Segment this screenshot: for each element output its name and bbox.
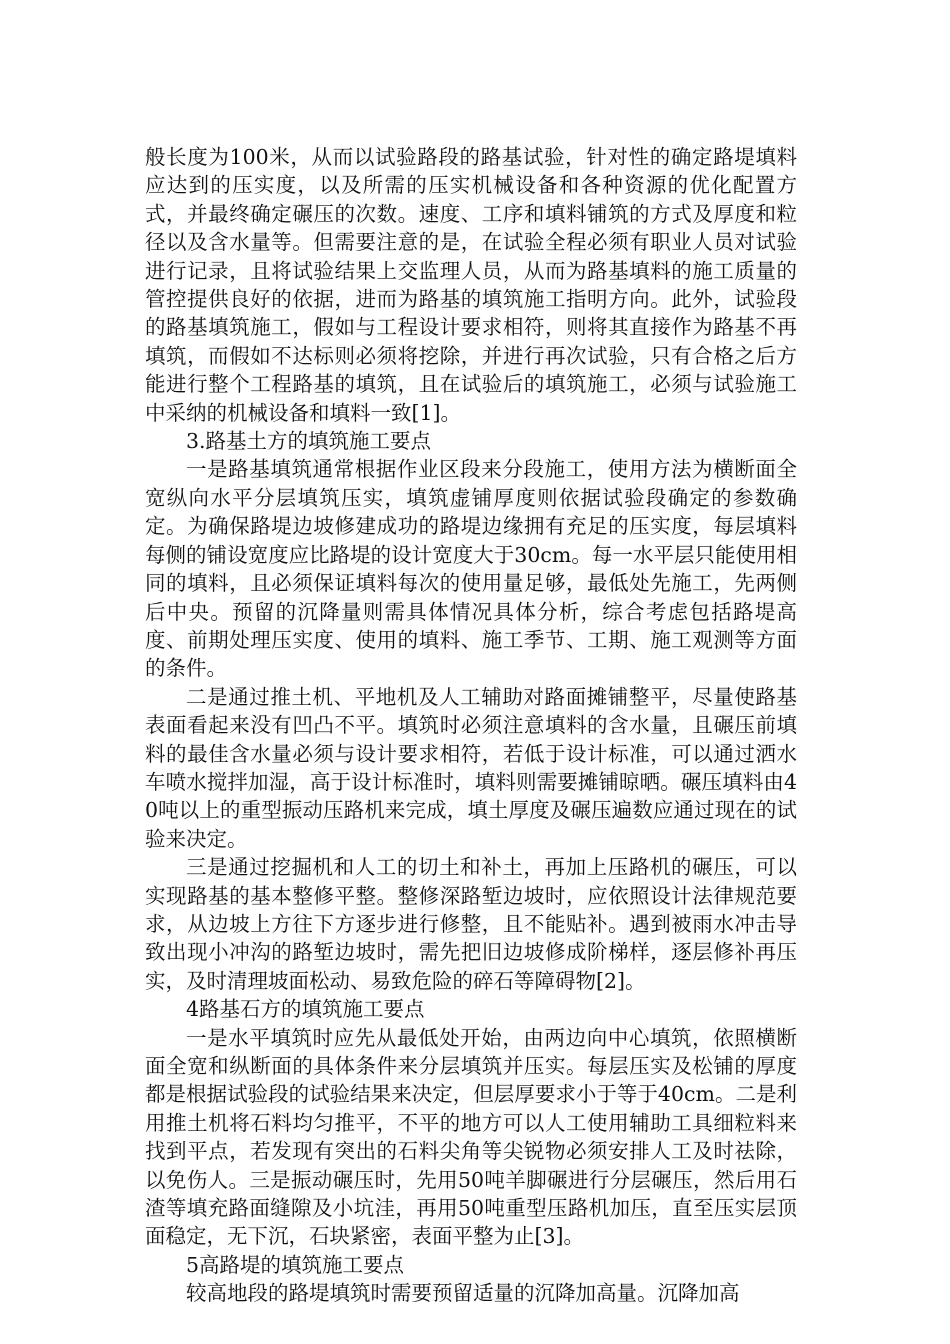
paragraph-earthwork-second: 二是通过推土机、平地机及人工辅助对路面摊铺整平，尽量使路基表面看起来没有凹凸不平。填筑时必须注意填料的含水量，且碾压前填料的最佳含水量必须与设计要求相符，若低于设计标准，可以通过洒水车喷水搅拌加湿，高于设计标准时，填料则需要摊铺晾晒。碾压填料由40吨以上的重型振动压路机来完成，填土厚度及碾压遍数应通过现在的试验来决定。 xyxy=(145,684,797,851)
paragraph-stonework: 一是水平填筑时应先从最低处开始，由两边向中心填筑，依照横断面全宽和纵断面的具体条件来分层填筑并压实。每层压实及松铺的厚度都是根据试验段的试验结果来决定，但层厚要求小于等于40cm。二是利用推土机将石料均匀推平，不平的地方可以人工使用辅助工具细粒料来找到平点，若发现有突出的石料尖角等尖锐物必须安排人工及时祛除，以免伤人。三是振动碾压时，先用50吨羊脚碾进行分层碾压，然后用石渣等填充路面缝隙及小坑洼，再用50吨重型压路机加压，直至压实层顶面稳定，无下沉，石块紧密，表面平整为止[3]。 xyxy=(145,1025,797,1249)
document-body xyxy=(145,143,797,1308)
section-heading-high-embankment: 5高路堤的填筑施工要点 xyxy=(186,1252,405,1277)
section-heading-stonework: 4路基石方的填筑施工要点 xyxy=(186,997,425,1022)
section-heading-earthwork: 3.路基土方的填筑施工要点 xyxy=(186,429,432,454)
paragraph-intro-continuation: 般长度为100米，从而以试验路段的路基试验，针对性的确定路堤填料应达到的压实度，以及所需的压实机械设备和各种资源的优化配置方式，并最终确定碾压的次数。速度、工序和填料铺筑的方式及厚度和粒径以及含水量等。但需要注意的是，在试验全程必须有职业人员对试验进行记录，且将试验结果上交监理人员，从而为路基填料的施工质量的管控提供良好的依据，进而为路基的填筑施工指明方向。此外，试验段的路基填筑施工，假如与工程设计要求相符，则将其直接作为路基不再填筑，而假如不达标则必须将挖除，并进行再次试验，只有合格之后方能进行整个工程路基的填筑，且在试验后的填筑施工，必须与试验施工中采纳的机械设备和填料一致[1]。 xyxy=(145,145,797,425)
paragraph-earthwork-third: 三是通过挖掘机和人工的切土和补土，再加上压路机的碾压，可以实现路基的基本整修平整。整修深路堑边坡时，应依照设计法律规范要求，从边坡上方往下方逐步进行修整，且不能贴补。遇到被雨水冲击导致出现小冲沟的路堑边坡时，需先把旧边坡修成阶梯样，逐层修补再压实，及时清理坡面松动、易致危险的碎石等障碍物[2]。 xyxy=(145,855,797,993)
paragraph-earthwork-first: 一是路基填筑通常根据作业区段来分段施工，使用方法为横断面全宽纵向水平分层填筑压实，填筑虚铺厚度则依据试验段确定的参数确定。为确保路堤边坡修建成功的路堤边缘拥有充足的压实度，每层填料每侧的铺设宽度应比路堤的设计宽度大于30cm。每一水平层只能使用相同的填料，且必须保证填料每次的使用量足够，最低处先施工，先两侧后中央。预留的沉降量则需具体情况具体分析，综合考虑包括路堤高度、前期处理压实度、使用的填料、施工季节、工期、施工观测等方面的条件。 xyxy=(145,457,797,681)
paragraph-high-embankment: 较高地段的路堤填筑时需要预留适量的沉降加高量。沉降加高 xyxy=(186,1281,740,1306)
